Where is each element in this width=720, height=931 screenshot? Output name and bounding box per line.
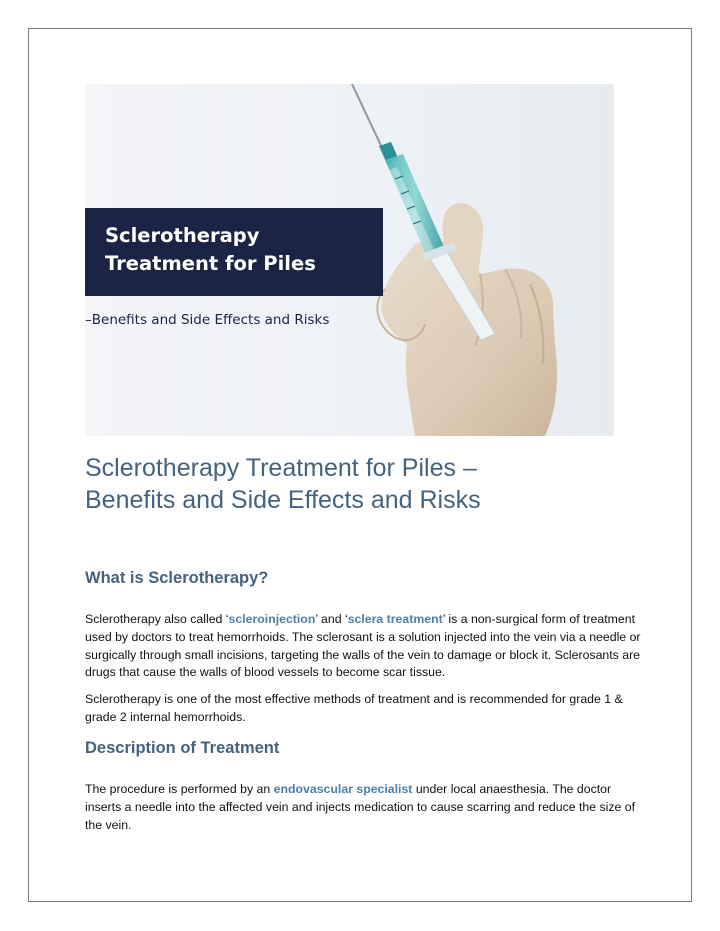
title-line-2: Benefits and Side Effects and Risks <box>85 486 481 514</box>
document-title <box>85 452 645 516</box>
paragraph-procedure <box>85 781 645 834</box>
section-heading-what-is: What is Sclerotherapy? <box>85 569 269 587</box>
text-run: under local anaesthesia. The doctor inserts a needle into the affected vein and injects medication to cause scarring and reduce the size of the vein. <box>85 782 636 832</box>
banner-line-2: Treatment for Piles <box>105 252 316 275</box>
term-endovascular-specialist-link[interactable]: endovascular specialist <box>273 782 413 796</box>
section-heading-description: Description of Treatment <box>85 739 280 757</box>
paragraph-effectiveness: Sclerotherapy is one of the most effective methods of treatment and is recommended for grade 1 & grade 2 internal hemorrhoids. <box>85 692 623 724</box>
text-run: The procedure is performed by an <box>85 782 274 796</box>
title-line-1: Sclerotherapy Treatment for Piles – <box>85 454 477 482</box>
banner-line-1: Sclerotherapy <box>105 224 260 247</box>
hero-image <box>85 84 614 436</box>
text-run: ’ and ‘ <box>315 612 348 626</box>
text-run: Sclerotherapy also called ‘ <box>85 612 229 626</box>
term-scleroinjection-link[interactable]: scleroinjection <box>228 612 316 626</box>
text-run: ’ is a non-surgical form of treatment used by doctors to treat hemorrhoids. The sclerosant is a solution injected into the vein via a needle or surgically through small incisions, targeting the walls of the vein to damage or block it. Sclerosants are drugs that cause the walls of blood vessels to become scar tissue. <box>85 612 641 680</box>
image-banner <box>85 208 383 296</box>
banner-subtitle: –Benefits and Side Effects and Risks <box>85 312 330 328</box>
paragraph-definition <box>85 611 645 682</box>
term-sclera-treatment-link[interactable]: sclera treatment <box>347 612 443 626</box>
